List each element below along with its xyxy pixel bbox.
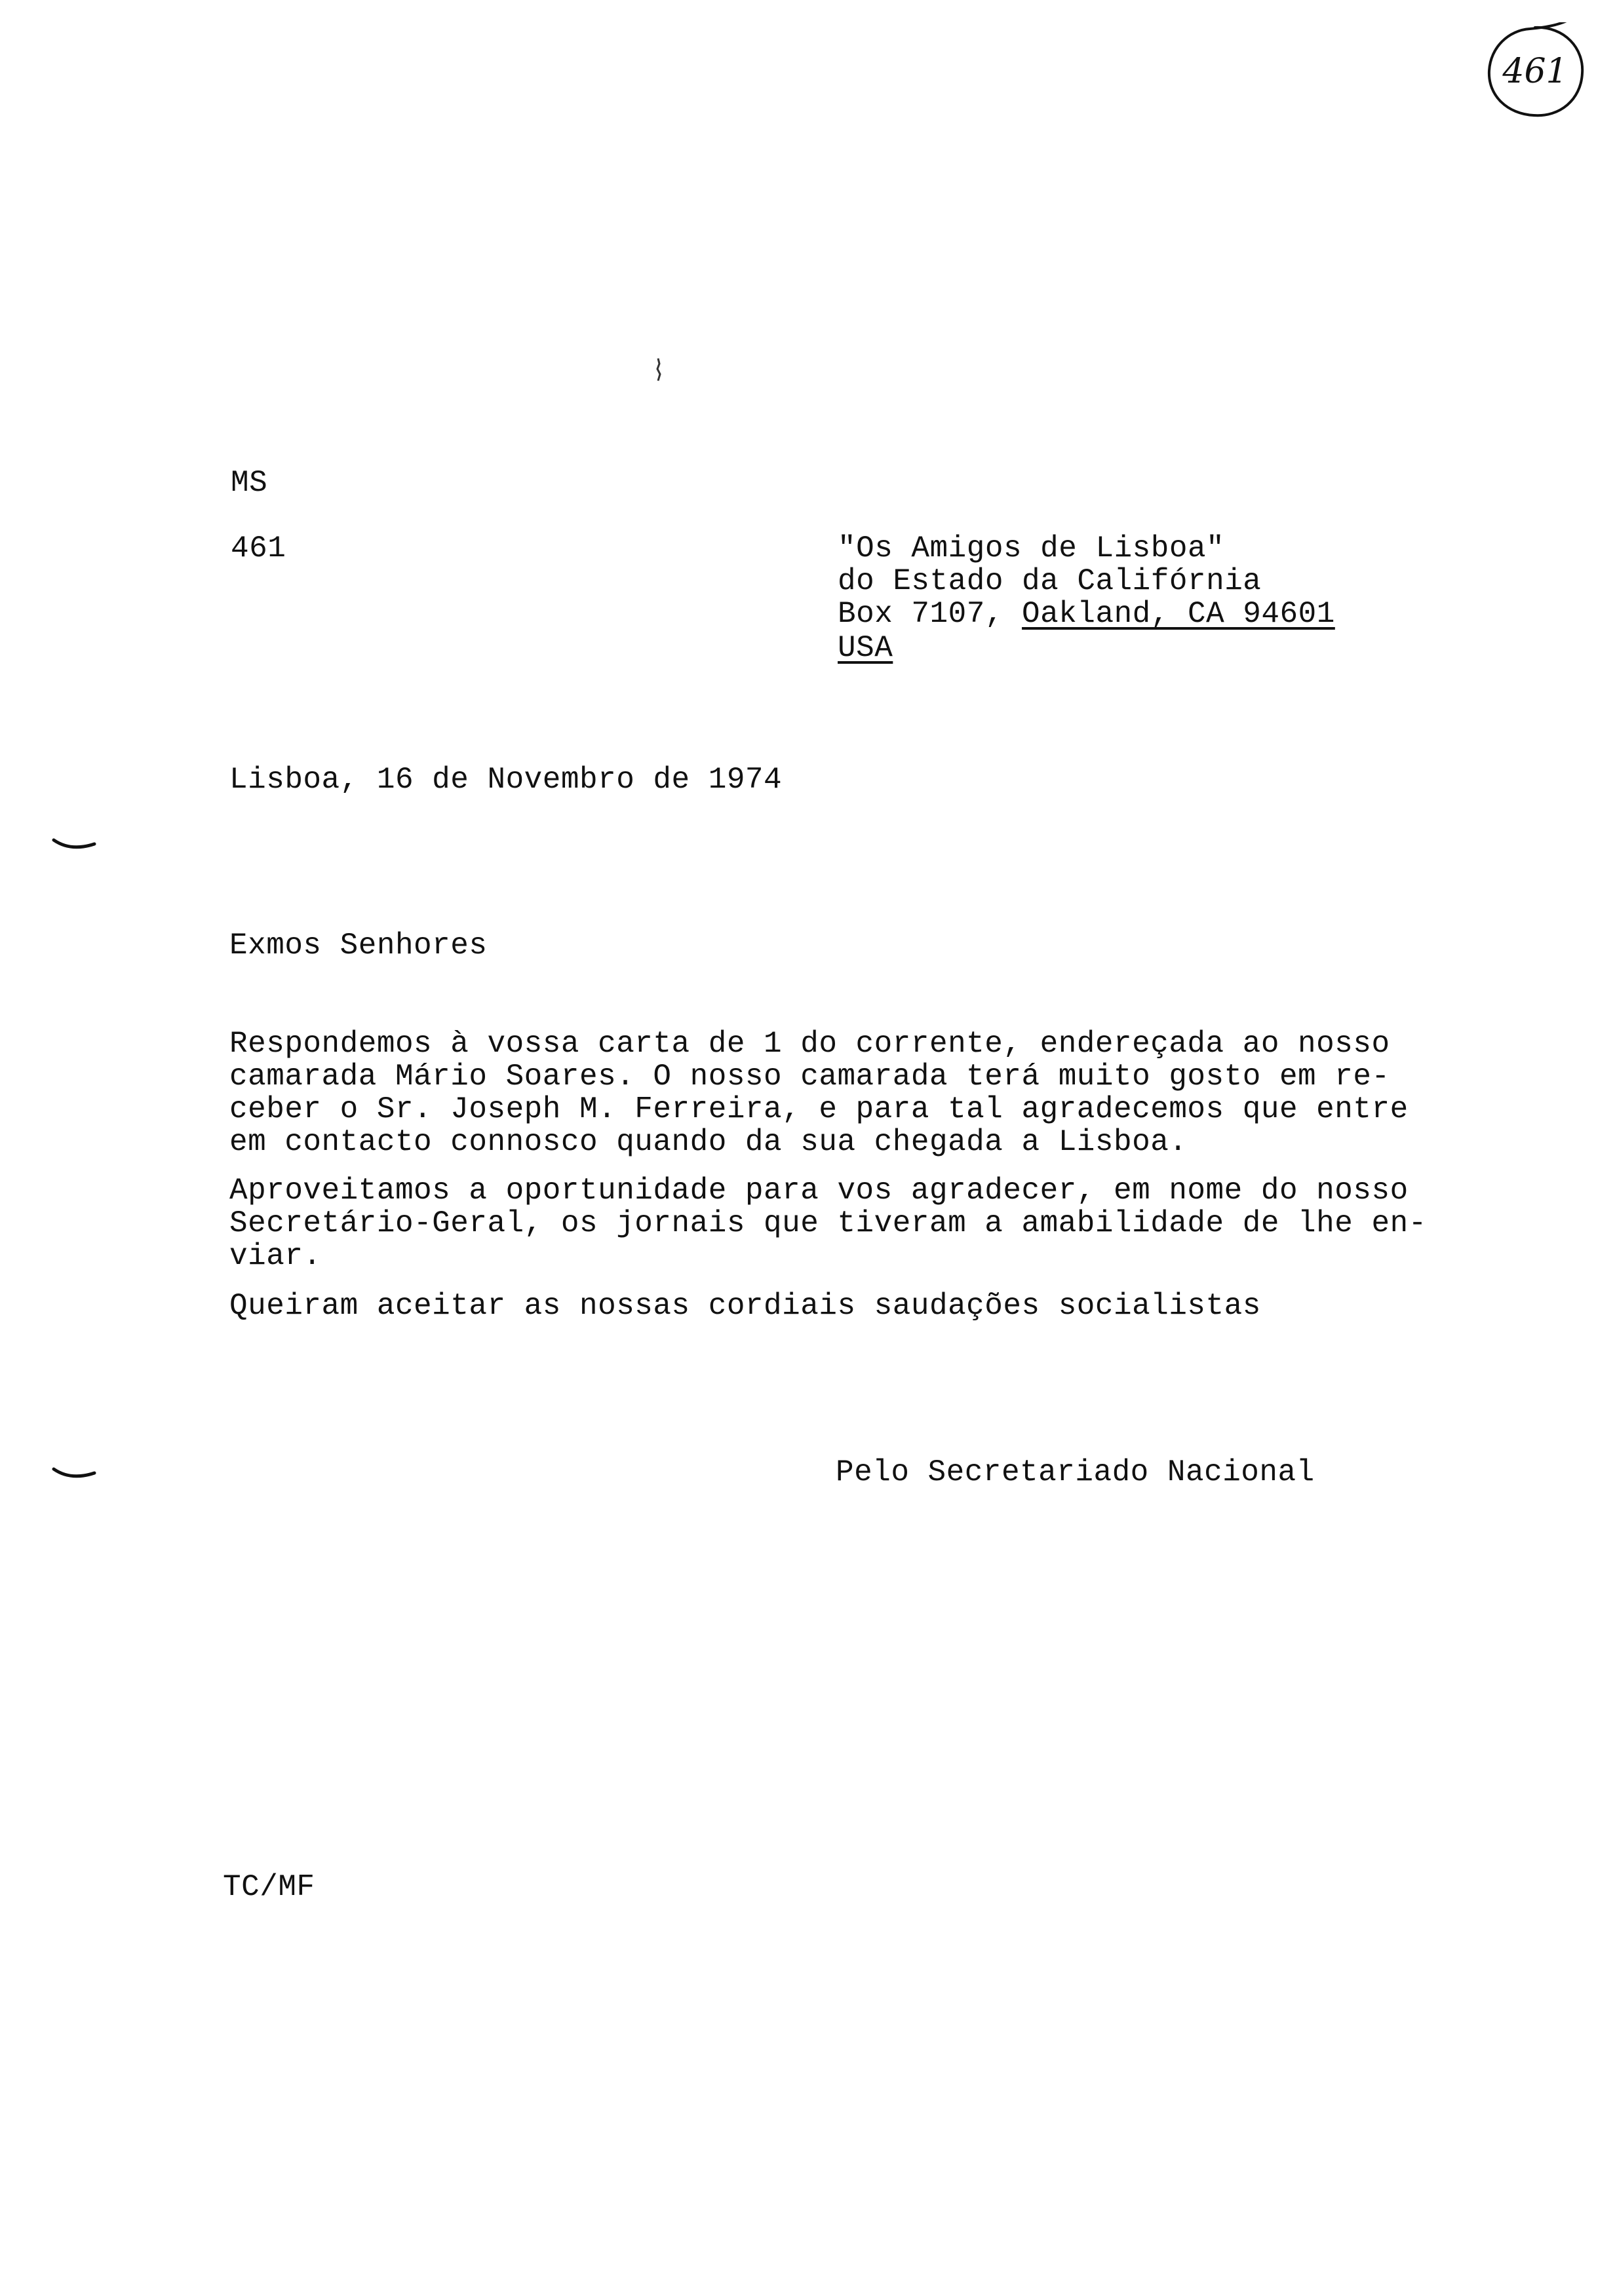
paragraph-line: camarada Mário Soares. O nosso camarada terá muito gosto em re- xyxy=(229,1060,1390,1094)
reference-number: 461 xyxy=(231,531,286,565)
recipient-country: USA xyxy=(838,631,893,665)
recipient-city-underlined: Oakland, CA 94601 xyxy=(1022,597,1335,631)
paragraph-line: Secretário-Geral, os jornais que tiveram a amabilidade de lhe en- xyxy=(229,1206,1427,1240)
paragraph-line: ceber o Sr. Joseph M. Ferreira, e para tal agradecemos que entre xyxy=(229,1092,1409,1126)
margin-mark-icon xyxy=(51,1466,97,1482)
typist-reference: TC/MF xyxy=(223,1870,315,1904)
stray-mark-icon xyxy=(654,357,663,383)
paragraph-line: Aproveitamos a oportunidade para vos agradecer, em nome do nosso xyxy=(229,1174,1409,1208)
paragraph-line: em contacto connosco quando da sua chegada a Lisboa. xyxy=(229,1125,1188,1159)
recipient-line-2: do Estado da Califórnia xyxy=(838,564,1262,598)
recipient-line-3-prefix: Box 7107, xyxy=(838,597,1022,631)
paragraph-line: Respondemos à vossa carta de 1 do corrente, endereçada ao nosso xyxy=(229,1027,1390,1061)
page-number-stamp xyxy=(1483,22,1587,121)
signature-block: Pelo Secretariado Nacional xyxy=(836,1455,1315,1489)
paragraph-line: viar. xyxy=(229,1239,322,1273)
date-line: Lisboa, 16 de Novembro de 1974 xyxy=(229,763,783,797)
salutation: Exmos Senhores xyxy=(229,928,488,963)
recipient-line-3 xyxy=(838,598,1335,630)
recipient-line-1: "Os Amigos de Lisboa" xyxy=(838,531,1225,565)
sender-initials: MS xyxy=(231,466,268,500)
closing-line: Queiram aceitar as nossas cordiais saudações socialistas xyxy=(229,1289,1261,1323)
body-paragraph-1 xyxy=(229,1027,1527,1158)
page-number-text: 461 xyxy=(1502,52,1568,91)
body-paragraph-2 xyxy=(229,1174,1527,1272)
margin-mark-icon xyxy=(51,837,97,853)
